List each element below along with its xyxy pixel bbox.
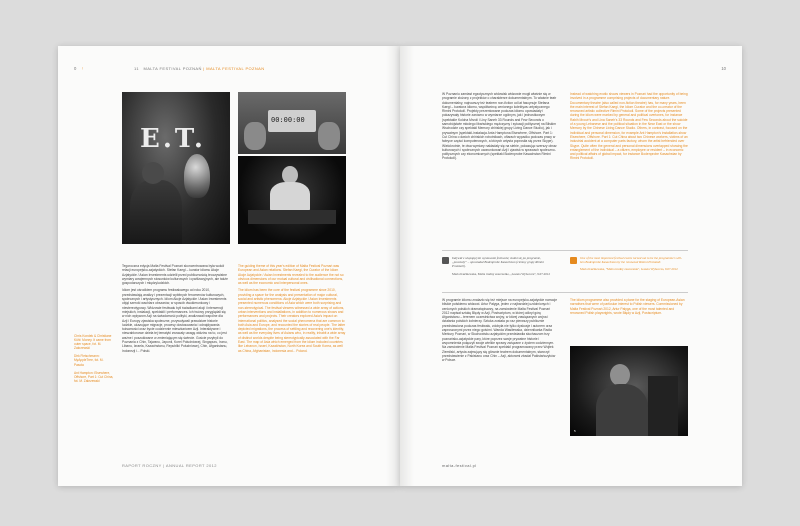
quote-english-text: One of the most important festival events turned out to be the programme's will-ben Bodenprobe Kasachstan by the renowned Rimini Protokoll. — [580, 256, 683, 265]
right-page-number: 10 — [721, 66, 726, 71]
note-1: Chris Kondek & Christiane Kühl: Money. It came from outer space, fot. M. Zakrzewski — [74, 334, 112, 351]
en-paragraph-2: The idiom has been the core of the festival programme since 2010, providing a space for the analysis and presentation of major cultural, social and artistic phenomena. Akcje Azjatyckie / Asian Investments presented numerous conditions of Asia which were both surprising and non-stereotypical. The festival viewers witnessed a wide array of actions, urban interventions and installations, in addition to numerous shows and performances and projects. Their creators explored Asia's impact on international politics, analysed the social phenomena that are common to both Asia and Europe, and recounted the stories of real people. The latter depicted migrations, the process of settling and recovering one's identity, as well as the everyday lives of Asians who, in reality, inhabit a wide array of distinct worlds despite being stereotypically associated with the Far East. The map of Asia which emerged from the idiom included countries like Lebanon, Israel, Kazakhstan, North Korea and South Korea, as well as China, Afghanistan, Indonesia and... Poland. — [238, 288, 346, 353]
quote-polish-text: Indywid z wiązującymi wystawami festiwalu; skutki się po programie, „powstały” – opowiadał Bodenprobe Kasachstan (ciemny grupy Rimini Protokoll). — [452, 256, 544, 269]
performer-silhouette — [130, 180, 182, 244]
quote-rule-bottom — [442, 292, 688, 293]
left-page-marker: | — [82, 66, 83, 70]
figure-body — [596, 384, 648, 436]
left-english-column — [238, 264, 346, 356]
pl-paragraph-1: Tegoroczna edycja Malta Festival Poznań skoncentrowana była wokół relacji europejsko-azjatyckich. Stefan Kaegi – kurator idiomu Akcje Azjatyckie / Asian Investments udzielił przed publicznością teoczywistne wymiary wzajemnych stosunków kulturowych i cywilizacyjnych, ale także gospodarczych i międzyludzkich. — [122, 264, 228, 286]
performer-body — [270, 182, 310, 212]
hand-right — [318, 122, 340, 150]
note-3: Ant Hampton: Elsewhere, Offshore, Part 1: Cut China, fot. M. Zakrzewski — [74, 370, 114, 383]
right-footer-url[interactable]: malta-festival.pl — [442, 463, 477, 468]
left-polish-column — [122, 264, 228, 356]
lightbulb-shape — [184, 154, 210, 198]
quote-rule-top — [442, 250, 688, 251]
timer-device-area — [238, 92, 346, 154]
right-pl-bottom-paragraph: W programie idiomu znalazło się też miejsce na europejsko-azjatyckie narracje bliskie polskiemu widzowi. Artur Pałyga, jeden z najbardziej uzdolnionych i cenionych polskich dramatopisarzy, na zamówienie Malta Festival Poznań 2012 napisał sztukę Błędy w Azji, Postscriptum, w której odkrył górę Afganistanu – terenem uczestnictwa wojny, w której zawiązanych wojna i działania polskich żołnierzy. Sztuka została po raz pierwszy publicznie przedstawiona podczas festiwalu, zdobyła nie tylko dyskusje i autorem oraz zaproszonymi przez niego gośćmi. Wanda Wasilewska, dziennikarka Radia Merkury Poznań, w Słuchowisku azjatyckim przedstawiła słuchaczom trzy poznańsko-azjatyckie pary, które poprzez swoje prywatne historie i wspomnienia połączyli swoje wielkie sprawy związane z życiem codziennym. Na zamówienie Malta Festival Poznań spektakl programowany przez Wojtek Ziemilski, artysta zajmujący się głównie teatrem dokumentalnym, stworzył przedstawienie z Pakistanu oraz Chin – Azji, aktorami zbadał Pakistańczyków w Polsce. — [442, 298, 558, 363]
photo-et-performance — [122, 92, 230, 244]
quote-icon-en — [570, 257, 577, 264]
left-header-accent: MALTA FESTIVAL POZNAN — [206, 66, 265, 71]
photo-timer-performance — [238, 92, 346, 244]
left-running-header: 11 MALTA FESTIVAL POZNAŃ | MALTA FESTIVAL POZNAN — [134, 66, 265, 71]
performer-head — [142, 162, 164, 184]
timer-digits: 00:00:00 — [271, 116, 305, 124]
left-page-fold-shadow — [386, 46, 400, 486]
right-pl-paragraph-1: W Poznaniu zamiast egzotycznych widowisk widzowie mogli właśnie się w programie złożony z projektów o charakterze dokumentalnym. To właśnie teatr dokumentalny, najnowszy też teatrem non-fiction od lat fascynuje Stefana Kaegi – kuratora idiomu, współtwórcę cenionego kolektywu artystycznego Rimini Protokoll. Projekty prezentowane podczas idiomu opowiadały i pokazywały historie zarówno w wymiarze ogólnym, jak i jednostkowym (spektakle Koloha Mrzoli i Liny Saneh 33 Rounds and Few Seconds o samobójstwie młodego libańskiego mężczyzny i sytuacji politycznej na Bliskim Wschodzie czy spektakl Memory chińskiej grupy Living Dance Studio), jak i prywatnym (spektakl-instalacja Anta Hamptona Elsewhere, Offshore. Part 1: Cut China o dwóch chińskich robotnikach, ofiarach wypadku podczas pracy w fabryce części komputerowych, a których artysta poprosiła się przez Skype). Wielokrotnie, te dwa wymiary nakładały się na siebie, pokazując szerszy obraz kulturowych i społecznych uwarunkowań Azji i zjawisk w sprawach społeczno-politycznych czy ekonomicznych (spektakl Bodenprobe Kasachstan Rimini Protokoll). — [442, 92, 557, 161]
quote-polish-author: Maria Kuźniewska, Malta trudny zeszczenie, „Gazeta Wyborcza”, 9.07.2012 — [452, 271, 550, 276]
quote-icon-pl — [442, 257, 449, 264]
desk-shape — [248, 210, 336, 224]
left-page-number: 0 — [74, 66, 77, 71]
background-figure — [648, 376, 678, 436]
left-footer: RAPORT ROCZNY | ANNUAL REPORT 2012 — [122, 463, 217, 468]
right-english-column — [570, 92, 688, 164]
right-en-bottom-paragraph: The idiom programme also provided a plane for the staging of European-Asian narratives that were of particular interest to Polish viewers. Commissioned by Malta Festival Poznań 2012, Artur Pałyga, one of the most talented and renowned Polish playwrights, wrote Błędy w Azji, Postscriptum. — [570, 298, 685, 315]
hand-left — [244, 122, 266, 150]
photo-caption-number: 5 — [574, 429, 576, 433]
right-polish-bottom-column — [442, 298, 558, 365]
pl-paragraph-2: Idiom jest ośrodkiem programu festiwalowego od roku 2010, przedstawiają analizy i prezentacji wybitnych fenomenów kulturowych, społecznych i artystycznych. Idiom Akcje Azjatyckie / Asian Investments objął szeroki wachlarz obszarów, w sposób dwukierunkowy i niestereotypowy. Widzowie festiwalu byli świadkami akcji i interwencji miejskich, instalacji, spektakli i performances. Ich twórcy przyglądali się w nich wpływom Azji na świadomość polityki, analizowali wspólne dla Azji i Europy zjawiska społeczne, przywoływali prawdziwe historie ludzkie, ukazujące migracje, procesy dostosowania i odnajdywania tożsamości oraz bycie codziennie mieszkańcem Azji. Interaktywne i nieszablonowe dzieła tej tematyki zwracały uwagę widzów na to, co jest ważne i poszukiwane w zmieniającym się świecie. Goście przybyli do Poznania z Chin, Tajwanu, Japonii, Korei Południowej, Singapuru, Iranu, Libanu, Izraela, Kazachstanu, Republiki Południowej, Chin, Afganistanu, Indonezji i... Polski. — [122, 288, 228, 353]
figure-head — [610, 364, 630, 386]
et-letters: E.T. — [140, 124, 206, 154]
left-header-text: MALTA FESTIVAL POZNAŃ — [143, 66, 202, 71]
quote-polish — [452, 256, 556, 276]
right-en-paragraph-1: Instead of watching exotic shows viewers in Poznań had the opportunity of being involved in a programme comprising projects of documentary nature. Documentary theatre (also called non-fiction theatre) has, for many years, been the main interest of Stefan Kaegi, the Idiom Curator and the co-creator of the renowned artistic collective Rimini Protokoll. Some of the projects presented during the idiom were marked by general and political overtones, for instance Rabih Mroué's and Lina Saneh's 33 Rounds and Few Seconds about the suicide of a young Lebanese and the political situation in the Near East or the show Memory by the Chinese Living Dance Studio. Others, in contrast, focused on the individual and personal dimension, for example Ant Hampton's installation-show Elsewhere, Offshore. Part 1: Cut China about two Chinese workers, victims of an industrial accident at a computer parts factory, whom the artist befriended over Skype. Quite often the general and personal dimensions overlapped showing the entanglement of the individual – a citizen, employee or resident – in economic and political affairs of global impact, for instance Bodenprobe Kasachstan by Rimini Protokoll. — [570, 92, 688, 161]
note-2: Dirk Fleischmann: MyAppleTree, fot. M. Pasoła — [74, 354, 104, 367]
photo-notes — [74, 334, 114, 387]
left-page — [58, 46, 400, 486]
left-header-number: 11 — [134, 66, 139, 71]
right-page-fold-shadow — [400, 46, 414, 486]
photo-audience — [570, 346, 688, 436]
timer-display — [268, 110, 316, 132]
right-page — [400, 46, 742, 486]
quote-english-author: Maria Kuźniewska, "Malta trudny zaszczenie", Gazeta Wyborcza, 9.07.2012 — [580, 267, 678, 272]
right-english-bottom-column — [570, 298, 688, 318]
quote-english — [580, 256, 686, 272]
right-polish-column — [442, 92, 558, 164]
en-paragraph-1: The guiding theme of this year's edition of Malta Festival Poznań was European and Asian relations. Stefan Kaegi, the Curator of the Idiom Akcje Azjatyckie / Asian Investments revealed to the audience the not so obvious dimensions of our mutual cultural and civilisational connections, as well as the economic and interpersonal ones. — [238, 264, 344, 286]
seated-performer-area — [238, 156, 346, 244]
